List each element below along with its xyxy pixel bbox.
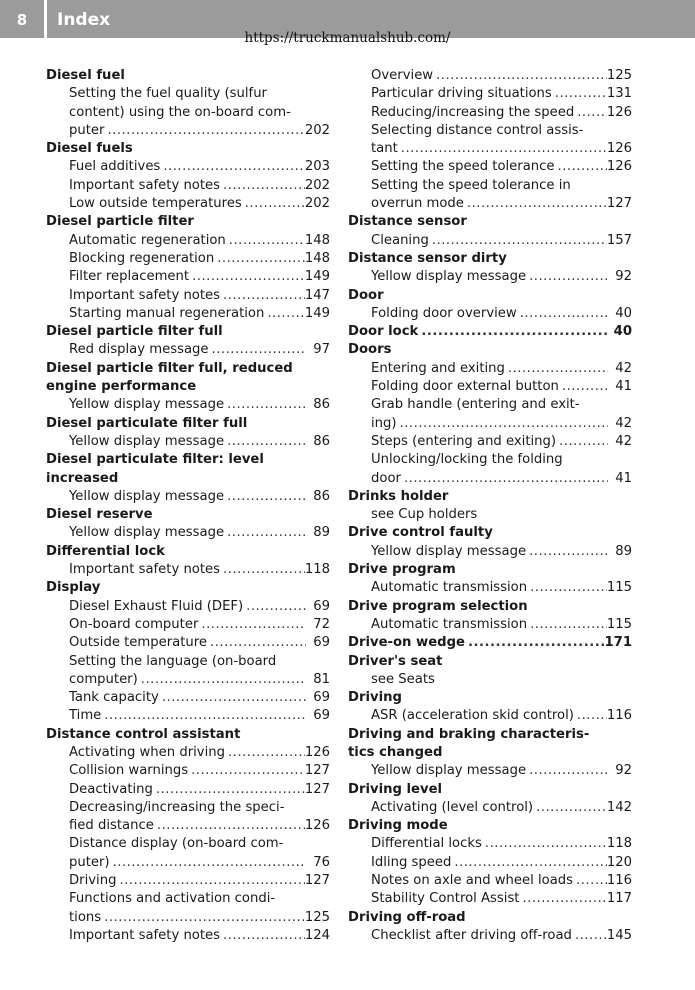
index-subentry [348,835,632,853]
dot-leader [153,781,305,799]
index-subentry: see Seats [371,671,435,687]
index-subentry [46,561,330,579]
page-reference: 126 [304,744,330,760]
page-reference: 40 [615,305,632,321]
entry-label: Yellow display message [371,763,527,779]
index-subentry [46,122,330,140]
index-subentry [46,744,330,762]
dot-leader [527,616,607,634]
page-reference: 86 [313,433,330,449]
dot-leader [220,177,305,195]
index-subentry [46,598,330,616]
page-reference: 157 [606,232,632,248]
index-heading: Driver's seat [348,653,443,669]
index-column-left [46,67,330,945]
index-subentry [348,232,632,250]
page-reference: 127 [606,196,632,212]
index-subentry [348,305,632,323]
page-title: Index [57,10,111,30]
index-subentry: Setting the fuel quality (sulfur [69,86,267,102]
page-reference: 89 [615,543,632,559]
entry-label: Outside temperature [69,635,208,651]
dot-leader [517,305,608,323]
page-reference: 72 [313,616,330,632]
index-heading: tics changed [348,744,443,760]
dot-leader [242,195,305,213]
index-subentry [46,341,330,359]
index-subentry [348,927,632,945]
page-reference: 171 [604,635,632,651]
page-reference: 116 [606,708,632,724]
dot-leader [559,378,608,396]
dot-leader [401,470,608,488]
index-subentry [348,140,632,158]
index-subentry [46,158,330,176]
index-subentry [348,104,632,122]
index-heading: Drive control faulty [348,525,493,541]
page-reference: 202 [304,122,330,138]
index-heading: Driving off-road [348,909,466,925]
entry-label: Differential locks [371,836,482,852]
index-column-right [348,67,632,945]
index-subentry [348,158,632,176]
page-reference: 116 [606,873,632,889]
index-subentry [348,707,632,725]
index-subentry [348,195,632,213]
dot-leader [220,561,305,579]
dot-leader [198,616,306,634]
index-subentry [348,433,632,451]
index-subentry: Unlocking/locking the folding [371,452,563,468]
entry-label: Setting the speed tolerance [371,159,555,175]
page-reference: 115 [606,616,632,632]
entry-label: Fuel additives [69,159,161,175]
page-reference: 76 [313,854,330,870]
entry-label: Overview [371,68,434,83]
index-subentry [348,890,632,908]
entry-label: Yellow display message [371,269,527,285]
index-subentry [46,177,330,195]
page-reference: 92 [615,269,632,285]
index-heading: Diesel fuel [46,68,125,83]
index-subentry [46,817,330,835]
dot-leader [116,872,304,890]
dot-leader [224,488,306,506]
index-heading: Display [46,580,101,596]
dot-leader [104,122,304,140]
entry-label: Notes on axle and wheel loads [371,873,574,889]
index-subentry [46,287,330,305]
dot-leader [220,927,305,945]
dot-leader [572,927,607,945]
dot-leader [189,268,305,286]
entry-label: Automatic regeneration [69,232,226,248]
entry-label: Tank capacity [69,690,159,706]
index-subentry [46,781,330,799]
index-heading: Doors [348,342,392,358]
page-reference: 125 [606,68,632,83]
dot-leader [159,689,306,707]
dot-leader [243,598,306,616]
index-heading: Diesel particle filter full, reduced [46,360,293,376]
index-subentry: Setting the language (on-board [69,653,277,669]
page-reference: 131 [606,86,632,102]
index-heading: Driving mode [348,818,448,834]
entry-label: Yellow display message [371,543,527,559]
index-subentry [348,85,632,103]
page-reference: 149 [304,305,330,321]
entry-label: Folding door overview [371,305,517,321]
entry-label: Folding door external button [371,379,559,395]
page-reference: 118 [606,836,632,852]
dot-leader [207,634,306,652]
dot-leader [574,104,607,122]
page-reference: 92 [615,763,632,779]
page-reference: 202 [304,177,330,193]
entry-label: ing) [371,415,397,431]
dot-leader [552,85,607,103]
page-reference: 115 [606,580,632,596]
entry-label: tant [371,141,398,157]
index-subentry [46,232,330,250]
watermark-url: https://truckmanualshub.com/ [244,30,451,46]
dot-leader [214,250,305,268]
dot-leader [160,158,305,176]
page-reference: 42 [615,415,632,431]
dot-leader [224,524,306,542]
index-heading: increased [46,470,119,486]
page-reference: 120 [606,854,632,870]
dot-leader [209,341,306,359]
index-subentry [46,634,330,652]
index-subentry: Distance display (on-board com- [69,836,284,852]
entry-label: door [371,470,401,486]
dot-leader [433,67,607,85]
page-reference: 69 [313,635,330,651]
entry-label: Collision warnings [69,763,189,779]
index-subentry [348,762,632,780]
dot-leader [464,195,607,213]
entry-label: computer) [69,671,138,687]
dot-leader [264,305,304,323]
index-heading: Driving level [348,781,443,797]
index-subentry [46,524,330,542]
entry-label: fied distance [69,818,154,834]
page-reference: 86 [313,397,330,413]
dot-leader [574,707,607,725]
dot-leader [482,835,607,853]
index-subentry [46,762,330,780]
page-reference: 42 [615,433,632,449]
entry-label: Entering and exiting [371,360,505,376]
entry-label: Reducing/increasing the speed [371,104,575,120]
dot-leader [418,323,608,341]
dot-leader [225,744,305,762]
entry-label: Yellow display message [69,397,225,413]
dot-leader [101,909,305,927]
index-subentry [348,799,632,817]
index-heading: Door [348,287,384,303]
page-reference: 149 [304,269,330,285]
index-heading [348,323,632,341]
index-subentry [46,305,330,323]
index-subentry: Decreasing/increasing the speci- [69,799,285,815]
dot-leader [397,415,608,433]
page-reference: 126 [304,818,330,834]
index-subentry [46,927,330,945]
entry-label: Stability Control Assist [371,891,520,907]
index-subentry [46,616,330,634]
page-reference: 81 [313,671,330,687]
entry-label: Cleaning [371,232,429,248]
index-subentry [348,470,632,488]
index-heading: Differential lock [46,543,165,559]
index-heading: Diesel particulate filter: level [46,452,264,468]
entry-label: Automatic transmission [371,580,528,596]
page-reference: 40 [613,324,632,340]
index-heading: Diesel fuels [46,141,133,157]
page-reference: 148 [304,250,330,266]
index-heading: Drive program selection [348,598,528,614]
page-reference: 118 [304,562,330,578]
index-heading: Diesel particle filter [46,214,194,230]
dot-leader [465,634,604,652]
entry-label: Important safety notes [69,927,221,943]
page-reference: 203 [304,159,330,175]
index-subentry: content) using the on-board com- [69,104,291,120]
entry-label: Red display message [69,342,209,358]
dot-leader [519,890,606,908]
page-reference: 126 [606,104,632,120]
page-reference: 142 [606,799,632,815]
page-reference: 127 [304,873,330,889]
index-subentry: Setting the speed tolerance in [371,177,571,193]
index-heading: Drive program [348,562,456,578]
page-reference: 126 [606,159,632,175]
entry-label: Automatic transmission [371,616,528,632]
dot-leader [138,671,306,689]
entry-label: Yellow display message [69,488,225,504]
index-subentry [46,707,330,725]
dot-leader [533,799,607,817]
entry-label: Yellow display message [69,433,225,449]
page-reference: 69 [313,598,330,614]
entry-label: Checklist after driving off-road [371,927,572,943]
page-reference: 125 [304,909,330,925]
index-subentry: see Cup holders [371,507,478,523]
dot-leader [556,433,608,451]
index-heading: engine performance [46,379,197,395]
index-subentry [348,378,632,396]
index-subentry [348,415,632,433]
index-heading: Diesel particle filter full [46,324,223,340]
page-reference: 41 [615,470,632,486]
index-heading: Driving and braking characteris- [348,726,590,742]
dot-leader [398,140,607,158]
entry-label: Drive-on wedge [348,635,465,651]
entry-label: Important safety notes [69,287,221,303]
page-reference: 117 [606,891,632,907]
index-subentry [348,543,632,561]
index-subentry: Selecting distance control assis- [371,122,584,138]
dot-leader [224,433,306,451]
index-subentry [348,579,632,597]
page-reference: 145 [606,927,632,943]
page-reference: 41 [615,379,632,395]
entry-label: Blocking regeneration [69,250,215,266]
index-heading: Distance sensor [348,214,467,230]
entry-label: Low outside temperatures [69,196,242,212]
entry-label: Particular driving situations [371,86,552,102]
page-reference: 127 [304,763,330,779]
page-reference: 89 [313,525,330,541]
dot-leader [154,817,305,835]
dot-leader [527,579,607,597]
index-heading [348,634,632,652]
index-heading: Distance control assistant [46,726,241,742]
dot-leader [226,232,305,250]
index-subentry [348,872,632,890]
dot-leader [110,854,306,872]
entry-label: Idling speed [371,854,452,870]
dot-leader [224,396,306,414]
entry-label: Activating when driving [69,744,225,760]
index-subentry [46,854,330,872]
index-subentry [348,360,632,378]
dot-leader [188,762,305,780]
dot-leader [101,707,306,725]
entry-label: puter [69,122,105,138]
entry-label: overrun mode [371,196,464,212]
index-heading: Driving [348,690,402,706]
index-subentry [348,616,632,634]
entry-label: Yellow display message [69,525,225,541]
dot-leader [429,232,607,250]
entry-label: Time [69,708,102,724]
dot-leader [573,872,607,890]
page-number: 8 [16,11,28,29]
dot-leader [526,268,608,286]
dot-leader [451,854,606,872]
index-subentry [46,488,330,506]
entry-label: Filter replacement [69,269,190,285]
index-subentry [46,689,330,707]
index-subentry [348,268,632,286]
index-heading: Diesel particulate filter full [46,415,248,431]
entry-label: Activating (level control) [371,799,534,815]
page-reference: 148 [304,232,330,248]
index-subentry: Grab handle (entering and exit- [371,397,580,413]
page-reference: 202 [304,196,330,212]
entry-label: puter) [69,854,110,870]
index-subentry [46,433,330,451]
dot-leader [220,287,305,305]
index-heading: Distance sensor dirty [348,250,507,266]
entry-label: Deactivating [69,781,153,797]
page-reference: 124 [304,927,330,943]
page-reference: 97 [313,342,330,358]
index-heading: Diesel reserve [46,507,153,523]
page-reference: 147 [304,287,330,303]
index-subentry [46,268,330,286]
entry-label: Door lock [348,324,419,340]
dot-leader [526,543,608,561]
page-reference: 86 [313,488,330,504]
index-subentry [46,909,330,927]
entry-label: Driving [69,873,117,889]
index-subentry [46,396,330,414]
page-reference: 69 [313,690,330,706]
index-heading: Drinks holder [348,488,449,504]
entry-label: Starting manual regeneration [69,305,265,321]
entry-label: Diesel Exhaust Fluid (DEF) [69,598,244,614]
entry-label: On-board computer [69,616,199,632]
dot-leader [555,158,607,176]
entry-label: Important safety notes [69,562,221,578]
page-reference: 126 [606,141,632,157]
entry-label: tions [69,909,102,925]
index-subentry [46,671,330,689]
entry-label: Important safety notes [69,177,221,193]
dot-leader [526,762,608,780]
page-reference: 42 [615,360,632,376]
index-subentry [348,67,632,85]
index-subentry [46,872,330,890]
entry-label: ASR (acceleration skid control) [371,708,574,724]
page-reference: 69 [313,708,330,724]
index-subentry [46,250,330,268]
index-subentry [46,195,330,213]
index-subentry: Functions and activation condi- [69,891,276,907]
page-reference: 127 [304,781,330,797]
entry-label: Steps (entering and exiting) [371,433,557,449]
dot-leader [505,360,608,378]
index-subentry [348,854,632,872]
